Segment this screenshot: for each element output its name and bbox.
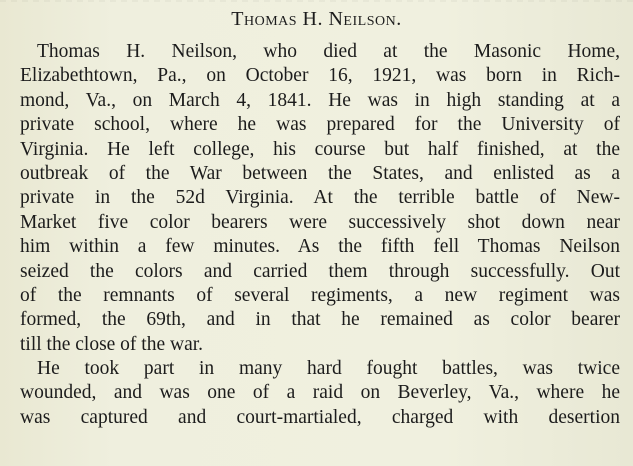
body-line: formed, the 69th, and in that he remained as color bearer xyxy=(20,309,620,331)
body-line: Thomas H. Neilson, who died at the Masonic Home, xyxy=(37,41,620,62)
body-line: He took part in many hard fought battles, was twice xyxy=(37,358,620,380)
body-line: of the remnants of several regiments, a new regiment was xyxy=(20,284,620,306)
body-line: him within a few minutes. As the fifth fell Thomas Neilson xyxy=(20,236,620,258)
previous-page-text-bleed xyxy=(0,0,633,2)
article-title: Thomas H. Neilson. xyxy=(231,8,402,30)
body-line: outbreak of the War between the States, and enlisted as a xyxy=(20,162,620,184)
body-line: Market five color bearers were successively shot down near xyxy=(20,211,620,233)
body-line: till the close of the war. xyxy=(20,333,204,355)
body-line: was captured and court-martialed, charged with desertion xyxy=(20,406,620,428)
body-line: mond, Va., on March 4, 1841. He was in high standing at a xyxy=(20,89,620,111)
body-line: seized the colors and carried them through successfully. Out xyxy=(20,260,620,282)
article-body xyxy=(20,40,620,430)
body-line: private in the 52d Virginia. At the terrible battle of New- xyxy=(20,187,620,209)
body-line: Virginia. He left college, his course but half finished, at the xyxy=(20,138,620,160)
body-line: wounded, and was one of a raid on Beverley, Va., where he xyxy=(20,382,620,404)
body-line: Elizabethtown, Pa., on October 16, 1921, was born in Rich- xyxy=(20,65,620,87)
body-line: private school, where he was prepared for the University of xyxy=(20,114,620,136)
